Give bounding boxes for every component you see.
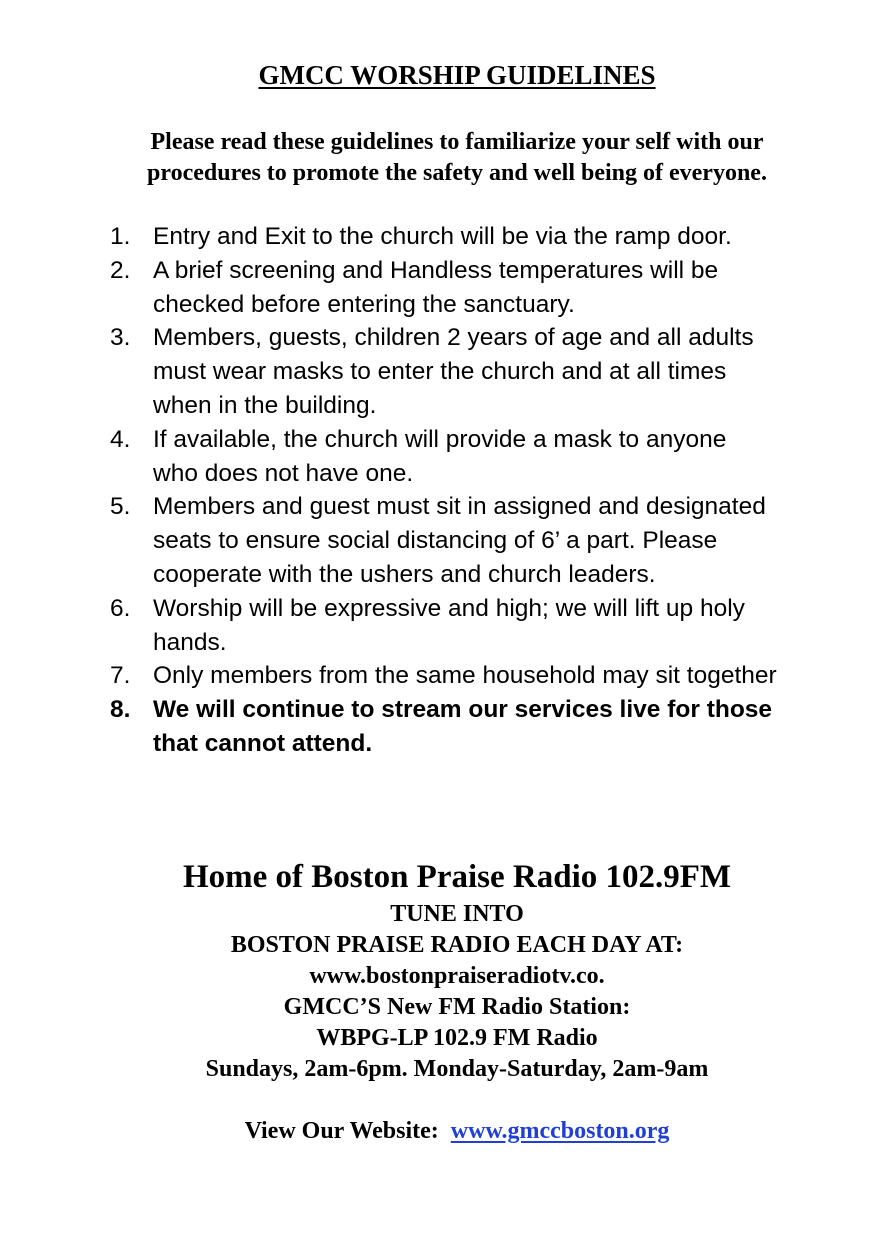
guideline-line: checked before entering the sanctuary. (153, 290, 575, 318)
guideline-line: If available, the church will provide a mask to anyone (153, 425, 727, 453)
radio-schedule: Sundays, 2am-6pm. Monday-Saturday, 2am-9am (205, 1056, 709, 1082)
guideline-line: when in the building. (153, 391, 377, 419)
guideline-item (0, 321, 882, 422)
guideline-line: cooperate with the ushers and church leaders. (153, 560, 656, 588)
guideline-line: hands. (153, 628, 227, 656)
guideline-number: 6. (110, 594, 131, 622)
guideline-line: We will continue to stream our services live for those (153, 696, 773, 724)
guideline-line: Entry and Exit to the church will be via the ramp door. (153, 223, 732, 250)
page-title: GMCC WORSHIP GUIDELINES (258, 60, 656, 90)
radio-line: GMCC’S New FM Radio Station: (283, 994, 631, 1020)
website-link[interactable]: www.gmccboston.org (450, 1118, 670, 1144)
guideline-number: 1. (110, 223, 131, 250)
guideline-item (0, 693, 882, 761)
radio-heading: Home of Boston Praise Radio 102.9FM (182, 859, 732, 895)
guideline-line: must wear masks to enter the church and at all times (153, 358, 727, 386)
guideline-line: Members, guests, children 2 years of age and all adults (153, 324, 754, 352)
intro-line: procedures to promote the safety and well being of everyone. (147, 160, 767, 186)
guideline-line: Members and guest must sit in assigned and designated (153, 493, 766, 521)
radio-station: WBPG-LP 102.9 FM Radio (316, 1025, 598, 1051)
radio-line: BOSTON PRAISE RADIO EACH DAY AT: (230, 932, 684, 958)
website-line (0, 1116, 882, 1147)
guideline-item (0, 490, 882, 591)
guideline-number: 7. (110, 662, 131, 690)
guideline-item (0, 254, 882, 322)
guideline-item (0, 592, 882, 660)
guideline-line: A brief screening and Handless temperatures will be (153, 256, 719, 284)
guidelines-list (0, 220, 882, 761)
guideline-number: 4. (110, 425, 131, 453)
radio-url: www.bostonpraiseradiotv.co. (309, 963, 605, 989)
guideline-number: 5. (110, 493, 131, 521)
intro-text (90, 127, 824, 189)
guideline-number: 8. (110, 696, 131, 724)
guideline-line: Worship will be expressive and high; we will lift up holy (153, 594, 745, 622)
guideline-item (0, 423, 882, 491)
guideline-line: seats to ensure social distancing of 6’ a part. Please (153, 527, 718, 555)
website-label: View Our Website: (244, 1118, 439, 1144)
guideline-line: Only members from the same household may sit together (153, 662, 777, 690)
guideline-line: who does not have one. (153, 459, 414, 487)
intro-line: Please read these guidelines to familiarize your self with our (150, 129, 764, 155)
guideline-item (0, 220, 882, 254)
guideline-number: 2. (110, 256, 131, 284)
radio-line: TUNE INTO (390, 901, 524, 927)
guideline-number: 3. (110, 324, 131, 352)
guideline-line: that cannot attend. (153, 729, 373, 757)
guideline-item (0, 659, 882, 693)
radio-section (0, 855, 882, 1085)
